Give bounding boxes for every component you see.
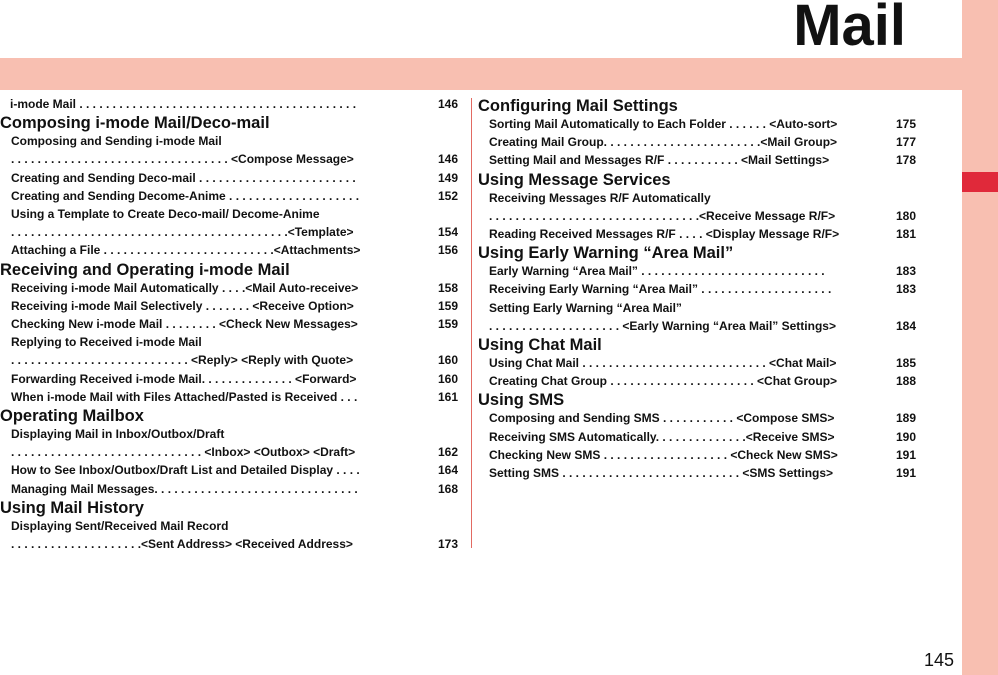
toc-entry-text: Creating Mail Group. . . . . . . . . . . . . . . . . . . . . . . .<Mail Group> — [489, 135, 838, 150]
toc-entry[interactable] — [478, 207, 916, 225]
toc-entry-text: . . . . . . . . . . . . . . . . . . . . <Early Warning “Area Mail” Settings> — [489, 318, 836, 333]
toc-entry[interactable] — [0, 425, 458, 443]
toc-page-number: 160 — [437, 371, 458, 386]
toc-entry-text: . . . . . . . . . . . . . . . . . . . . . . . . . . . . . . . .<Receive Message R/F> — [489, 208, 836, 223]
toc-entry-text: Reading Received Messages R/F . . . . <Display Message R/F> — [489, 227, 840, 242]
toc-entry-text: How to See Inbox/Outbox/Draft List and Detailed Display . . . . — [11, 463, 360, 478]
toc-page-number: 185 — [895, 356, 916, 371]
toc-entry[interactable] — [478, 262, 916, 280]
toc-entry-text: . . . . . . . . . . . . . . . . . . . . . . . . . . . <Reply> <Reply with Quote> — [11, 353, 354, 368]
toc-page-number: 146 — [437, 97, 458, 111]
toc-entry-text: . . . . . . . . . . . . . . . . . . . . . . . . . . . . . . . . . <Compose Message> — [11, 152, 354, 167]
section-title: Using Chat Mail — [478, 336, 602, 355]
toc-page-number: 175 — [895, 117, 916, 131]
toc-page-number: 154 — [437, 225, 458, 240]
toc-entry[interactable] — [478, 317, 916, 335]
toc-entry[interactable] — [0, 132, 458, 150]
page-number: 145 — [924, 650, 955, 670]
toc-entry-text: Receiving i-mode Mail Selectively . . . . . . . <Receive Option> — [11, 298, 354, 313]
toc-entry-text: Creating and Sending Deco-mail . . . . . . . . . . . . . . . . . . . . . . . . — [11, 170, 356, 185]
toc-entry-text: Receiving Early Warning “Area Mail” . . . . . . . . . . . . . . . . . . . . — [489, 282, 832, 297]
chapter-title: Mail — [793, 0, 906, 58]
toc-entry-text: . . . . . . . . . . . . . . . . . . . .<Sent Address> <Received Address> — [11, 537, 353, 552]
header-band — [0, 58, 962, 90]
toc-entry[interactable] — [0, 517, 458, 535]
toc-entry-text: Sorting Mail Automatically to Each Folder . . . . . . <Auto-sort> — [489, 117, 838, 131]
toc-entry[interactable] — [478, 464, 916, 482]
toc-page-number: 159 — [437, 298, 458, 313]
toc-entry-text: Creating and Sending Decome-Anime . . . . . . . . . . . . . . . . . . . . — [11, 188, 360, 203]
toc-right-column — [478, 96, 916, 482]
toc-entry[interactable] — [0, 169, 458, 187]
toc-entry[interactable] — [478, 372, 916, 390]
toc-entry-text: Composing and Sending i-mode Mail — [11, 134, 222, 149]
toc-page-number: 168 — [437, 481, 458, 496]
toc-entry-text: Attaching a File . . . . . . . . . . . . . . . . . . . . . . . . . .<Attachments> — [11, 243, 361, 258]
toc-entry-text: When i-mode Mail with Files Attached/Pasted is Received . . . — [11, 389, 358, 404]
toc-entry[interactable] — [0, 333, 458, 351]
toc-entry[interactable] — [0, 351, 458, 369]
toc-entry[interactable] — [478, 299, 916, 317]
toc-entry-text: Receiving SMS Automatically. . . . . . . . . . . . . .<Receive SMS> — [489, 429, 835, 444]
toc-page-number: 173 — [437, 537, 458, 552]
toc-entry[interactable] — [0, 370, 458, 388]
toc-entry[interactable] — [478, 151, 916, 169]
section-title: Configuring Mail Settings — [478, 97, 678, 115]
toc-entry-text: Checking New SMS . . . . . . . . . . . . . . . . . . . <Check New SMS> — [489, 447, 838, 462]
side-strip — [962, 0, 998, 675]
toc-entry[interactable] — [0, 535, 458, 553]
toc-entry-text: Setting SMS . . . . . . . . . . . . . . . . . . . . . . . . . . . <SMS Settings> — [489, 466, 834, 481]
toc-entry-text: Setting Early Warning “Area Mail” — [489, 300, 682, 315]
toc-page-number: 183 — [895, 282, 916, 297]
toc-entry-imode-mail[interactable] — [0, 95, 458, 113]
section-title: Using Message Services — [478, 170, 671, 189]
toc-entry[interactable] — [478, 189, 916, 207]
toc-entry[interactable] — [478, 428, 916, 446]
toc-entry[interactable] — [478, 446, 916, 464]
section-title: Composing i-mode Mail/Deco-mail — [0, 114, 270, 133]
toc-entry[interactable] — [478, 409, 916, 427]
toc-entry[interactable] — [0, 241, 458, 259]
toc-entry[interactable] — [0, 187, 458, 205]
toc-entry[interactable] — [0, 297, 458, 315]
toc-page-number: 184 — [895, 318, 916, 333]
toc-page-number: 152 — [437, 188, 458, 203]
toc-page-number: 146 — [437, 152, 458, 167]
toc-entry[interactable] — [0, 480, 458, 498]
section-title: Receiving and Operating i-mode Mail — [0, 260, 290, 279]
toc-entry-text: Setting Mail and Messages R/F . . . . . . . . . . . <Mail Settings> — [489, 153, 830, 168]
toc-entry[interactable] — [478, 354, 916, 372]
toc-entry[interactable] — [0, 443, 458, 461]
toc-page-number: 191 — [895, 466, 916, 481]
toc-entry[interactable] — [478, 280, 916, 298]
section-title: Operating Mailbox — [0, 407, 144, 426]
toc-entry-text: Replying to Received i-mode Mail — [11, 335, 202, 350]
toc-page-number: 177 — [895, 135, 916, 150]
toc-entry[interactable] — [0, 223, 458, 241]
toc-page-number: 183 — [895, 264, 916, 279]
toc-entry[interactable] — [478, 115, 916, 133]
toc-entry-text: Receiving i-mode Mail Automatically . . . .<Mail Auto-receive> — [11, 280, 359, 295]
toc-page-number: 191 — [895, 447, 916, 462]
toc-entry-text: Using Chat Mail . . . . . . . . . . . . . . . . . . . . . . . . . . . . <Chat Mail> — [489, 356, 837, 371]
toc-entry[interactable] — [0, 388, 458, 406]
toc-entry[interactable] — [0, 279, 458, 297]
toc-page-number: 178 — [895, 153, 916, 168]
toc-page-number: 181 — [895, 227, 916, 242]
section-title: Using Early Warning “Area Mail” — [478, 244, 734, 263]
toc-page-number: 190 — [895, 429, 916, 444]
toc-entry-text: Receiving Messages R/F Automatically — [489, 190, 711, 205]
toc-page-number: 149 — [437, 170, 458, 185]
toc-page-number: 160 — [437, 353, 458, 368]
toc-page-number: 156 — [437, 243, 458, 258]
toc-entry-text: Using a Template to Create Deco-mail/ Decome-Anime — [11, 207, 320, 222]
toc-entry-text: Displaying Mail in Inbox/Outbox/Draft — [11, 427, 225, 442]
toc-entry-text: Managing Mail Messages. . . . . . . . . . . . . . . . . . . . . . . . . . . . . . . — [11, 481, 358, 496]
toc-page-number: 159 — [437, 317, 458, 332]
toc-entry-text: Creating Chat Group . . . . . . . . . . . . . . . . . . . . . . <Chat Group> — [489, 374, 838, 389]
toc-right-sections — [478, 97, 916, 482]
toc-entry[interactable] — [0, 205, 458, 223]
toc-page-number: 161 — [437, 389, 458, 404]
toc-page-number: 189 — [895, 411, 916, 426]
toc-entry-text: i-mode Mail . . . . . . . . . . . . . . . . . . . . . . . . . . . . . . . . . . . . . . . . . . — [10, 97, 357, 111]
toc-entry-text: . . . . . . . . . . . . . . . . . . . . . . . . . . . . . <Inbox> <Outbox> <Draft> — [11, 445, 356, 460]
toc-left-sections — [0, 114, 458, 553]
toc-entry-text: Displaying Sent/Received Mail Record — [11, 518, 229, 533]
toc-left-column — [0, 95, 458, 553]
toc-entry-text: Checking New i-mode Mail . . . . . . . . <Check New Messages> — [11, 317, 358, 332]
toc-page-number: 164 — [437, 463, 458, 478]
toc-entry[interactable] — [0, 461, 458, 479]
section-title: Using SMS — [478, 391, 565, 410]
toc-entry-text: Forwarding Received i-mode Mail. . . . . . . . . . . . . . <Forward> — [11, 371, 357, 386]
toc-entry[interactable] — [478, 133, 916, 151]
toc-entry[interactable] — [478, 225, 916, 243]
toc-page-number: 188 — [895, 374, 916, 389]
section-title: Using Mail History — [0, 498, 144, 517]
toc-page-number: 180 — [895, 208, 916, 223]
toc-entry-text: Early Warning “Area Mail” . . . . . . . . . . . . . . . . . . . . . . . . . . . . — [489, 264, 825, 279]
title-bar — [0, 0, 962, 58]
toc-entry-text: Composing and Sending SMS . . . . . . . . . . . <Compose SMS> — [489, 411, 835, 426]
toc-page-number: 158 — [437, 280, 458, 295]
chapter-index-tab[interactable] — [962, 172, 998, 192]
toc-entry[interactable] — [0, 315, 458, 333]
toc-entry[interactable] — [0, 150, 458, 168]
toc-page-number: 162 — [437, 445, 458, 460]
column-divider — [471, 98, 472, 548]
toc-entry-text: . . . . . . . . . . . . . . . . . . . . . . . . . . . . . . . . . . . . . . . . . .<Template> — [11, 225, 354, 240]
